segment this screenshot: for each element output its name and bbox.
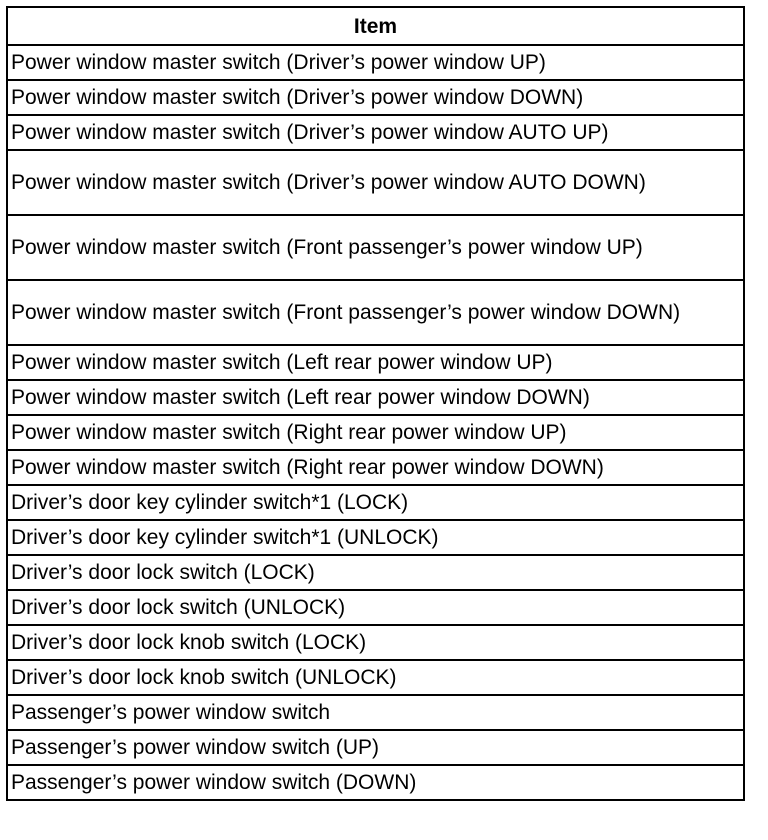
table-cell: Power window master switch (Driver’s power window UP) [7,45,744,80]
table-cell: Power window master switch (Driver’s power window DOWN) [7,80,744,115]
table-header-row [7,7,744,45]
table-row [7,415,744,450]
table-row [7,80,744,115]
table-row [7,150,744,215]
table-row [7,345,744,380]
table-cell: Passenger’s power window switch (DOWN) [7,765,744,800]
table-cell: Driver’s door lock knob switch (LOCK) [7,625,744,660]
table-row [7,765,744,800]
table-row [7,625,744,660]
table-cell: Driver’s door lock switch (LOCK) [7,555,744,590]
table-row [7,450,744,485]
table-row [7,660,744,695]
table-row [7,485,744,520]
column-header-item: Item [7,7,744,45]
table-row [7,695,744,730]
table-cell: Power window master switch (Driver’s power window AUTO DOWN) [7,150,744,215]
table-cell: Driver’s door key cylinder switch*1 (UNLOCK) [7,520,744,555]
table-cell: Power window master switch (Left rear power window UP) [7,345,744,380]
table-cell: Driver’s door lock knob switch (UNLOCK) [7,660,744,695]
table-cell: Power window master switch (Left rear power window DOWN) [7,380,744,415]
table-cell: Power window master switch (Front passenger’s power window DOWN) [7,280,744,345]
items-table [6,6,745,801]
table-row [7,45,744,80]
table-row [7,215,744,280]
table-row [7,555,744,590]
table-cell: Passenger’s power window switch [7,695,744,730]
table-cell: Driver’s door key cylinder switch*1 (LOCK) [7,485,744,520]
table-cell: Power window master switch (Right rear power window DOWN) [7,450,744,485]
table-cell: Passenger’s power window switch (UP) [7,730,744,765]
table-row [7,590,744,625]
table-row [7,380,744,415]
table-cell: Driver’s door lock switch (UNLOCK) [7,590,744,625]
table-row [7,730,744,765]
table-cell: Power window master switch (Front passenger’s power window UP) [7,215,744,280]
table-row [7,115,744,150]
table-row [7,520,744,555]
table-cell: Power window master switch (Right rear power window UP) [7,415,744,450]
table-row [7,280,744,345]
table-cell: Power window master switch (Driver’s power window AUTO UP) [7,115,744,150]
